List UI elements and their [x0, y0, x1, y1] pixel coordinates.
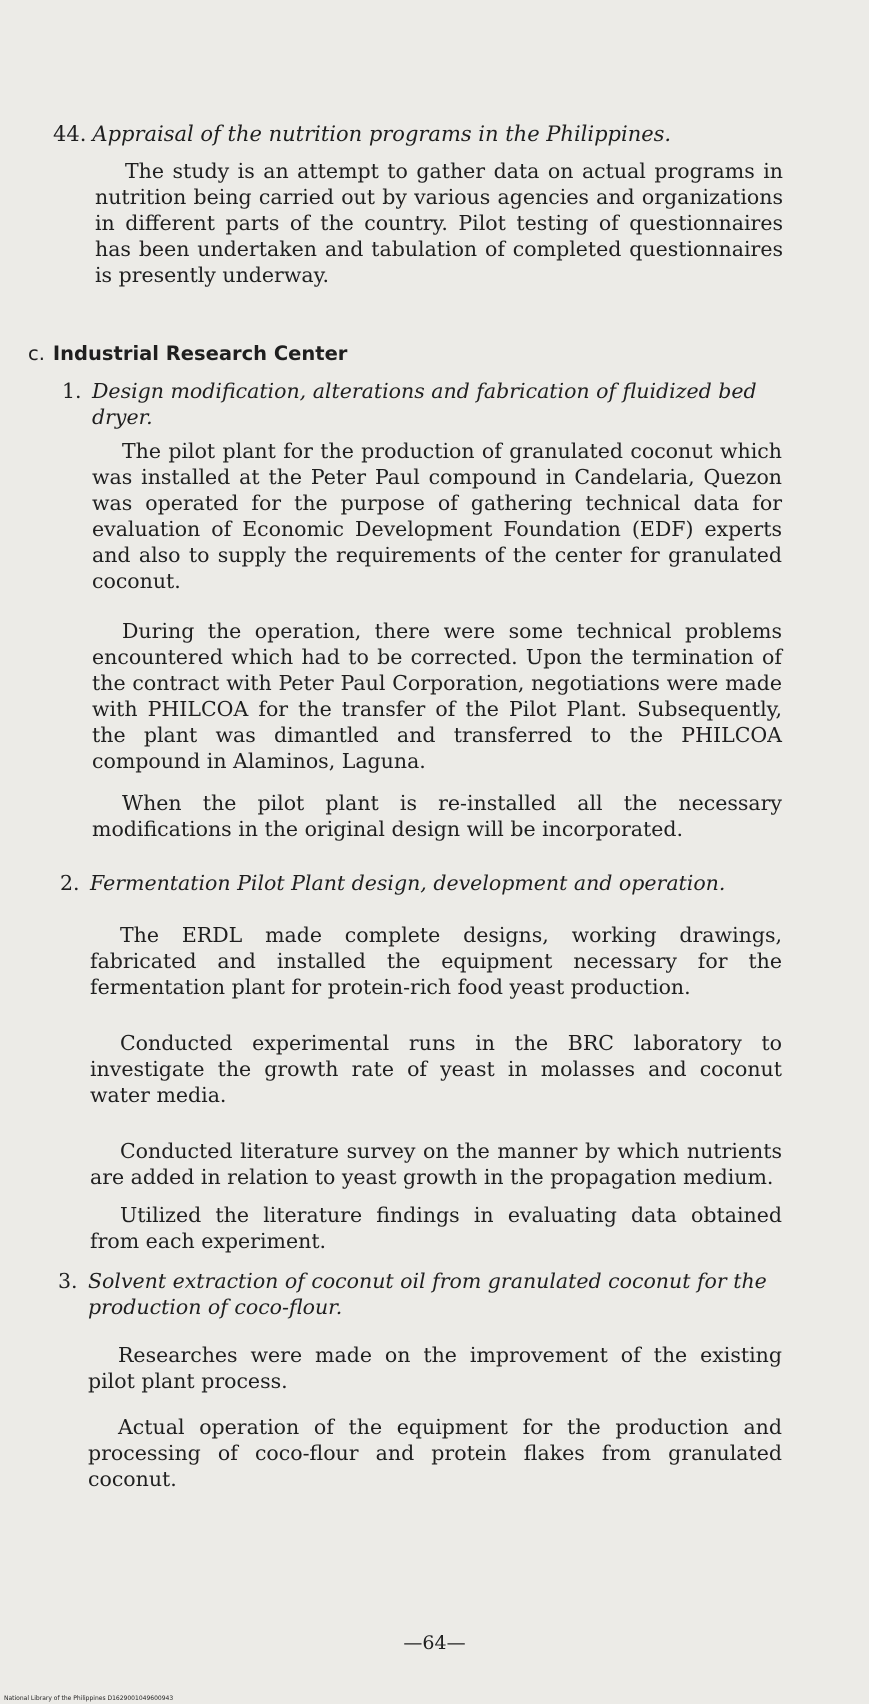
item-1-number: 1.	[62, 379, 82, 403]
item-3-paragraph-1: Researches were made on the improvement of the existing pilot plant process.	[88, 1343, 782, 1393]
item-2-paragraph-4: Utilized the literature findings in evaluating data obtained from each experiment.	[90, 1203, 782, 1253]
item-1-paragraph-1: The pilot plant for the production of granulated coconut which was installed at the Peter Paul compound in Candelaria, Quezon was operated for the purpose of gathering technical data for evaluation of Economic Development Foundation (EDF) experts and also to supply the requirements of the center for granulated coconut.	[92, 439, 782, 593]
item-44-body	[95, 158, 783, 288]
item-44-title: Appraisal of the nutrition programs in the Philippines.	[92, 122, 672, 146]
item-3-number: 3.	[58, 1269, 78, 1293]
item-1-paragraph-2: During the operation, there were some technical problems encountered which had to be corrected. Upon the termination of the contract with Peter Paul Corporation, negotiations were made with PHILCOA for the transfer of the Pilot Plant. Subsequently, the plant was dimantled and transferred to the PHILCOA compound in Alaminos, Laguna.	[92, 619, 782, 773]
item-2-body-4	[90, 1202, 782, 1254]
item-3-body-1	[88, 1342, 782, 1394]
section-c-heading	[28, 342, 347, 365]
item-3-body-2	[88, 1414, 782, 1492]
item-3-title: Solvent extraction of coconut oil from granulated coconut for the production of coco-flour.	[88, 1269, 767, 1319]
item-2-body-2	[90, 1030, 782, 1108]
item-2-paragraph-1: The ERDL made complete designs, working drawings, fabricated and installed the equipment necessary for the fermentation plant for protein-rich food yeast production.	[90, 923, 782, 999]
item-1-body-2	[92, 618, 782, 774]
section-c-marker: c.	[28, 342, 45, 365]
item-1-paragraph-3: When the pilot plant is re-installed all the necessary modifications in the original design will be incorporated.	[92, 791, 782, 841]
scan-credit: National Library of the Philippines D1629001049600943	[4, 1695, 174, 1702]
item-2-paragraph-3: Conducted literature survey on the manner by which nutrients are added in relation to yeast growth in the propagation medium.	[90, 1139, 782, 1189]
item-1-body	[92, 438, 782, 594]
item-44-number: 44.	[53, 122, 87, 146]
item-44-heading	[53, 122, 671, 146]
item-44-paragraph: The study is an attempt to gather data on actual programs in nutrition being carried out by various agencies and organizations in different parts of the country. Pilot testing of questionnaires has been undertaken and tabulation of completed questionnaires is presently underway.	[95, 159, 783, 287]
item-2-heading	[60, 870, 782, 896]
item-3-heading	[58, 1268, 782, 1320]
item-1-body-3	[92, 790, 782, 842]
item-2-body-1	[90, 922, 782, 1000]
page-number: —64—	[403, 1632, 466, 1654]
section-c-title: Industrial Research Center	[52, 342, 348, 365]
item-3-paragraph-2: Actual operation of the equipment for the production and processing of coco-flour and protein flakes from granulated coconut.	[88, 1415, 782, 1491]
item-2-paragraph-2: Conducted experimental runs in the BRC laboratory to investigate the growth rate of yeast in molasses and coconut water media.	[90, 1031, 782, 1107]
item-2-body-3	[90, 1138, 782, 1190]
item-2-number: 2.	[60, 871, 80, 895]
item-2-title: Fermentation Pilot Plant design, development and operation.	[90, 871, 726, 895]
item-1-heading	[62, 378, 782, 430]
item-1-title: Design modification, alterations and fabrication of fluidized bed dryer.	[92, 379, 757, 429]
